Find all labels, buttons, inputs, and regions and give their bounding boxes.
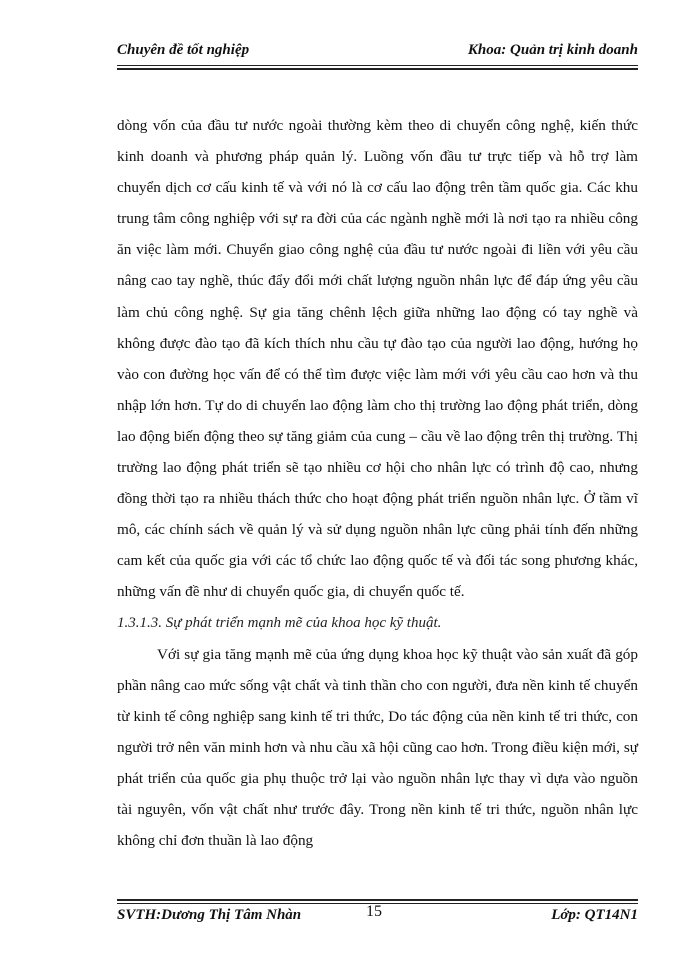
- footer-student-name: SVTH:Dương Thị Tâm Nhàn: [117, 907, 302, 923]
- page-footer: [117, 905, 638, 929]
- page-header: [117, 40, 638, 64]
- section-subheading: 1.3.1.3. Sự phát triển mạnh mẽ của khoa học kỹ thuật.: [117, 614, 442, 631]
- body-paragraph-1: dòng vốn của đầu tư nước ngoài thường kèm theo di chuyển công nghệ, kiến thức kinh doanh và phương pháp quản lý. Luồng vốn đầu tư trực tiếp và hỗ trợ làm chuyển dịch cơ cấu kinh tế và với nó là cơ cấu lao động trên tầm quốc gia. Các khu trung tâm công nghiệp với sự ra đời của các ngành nghề mới là nơi tạo ra nhiều công ăn việc làm mới. Chuyển giao công nghệ của đầu tư nước ngoài đi liền với yêu cầu nâng cao tay nghề, thúc đẩy đổi mới chất lượng nguồn nhân lực để đáp ứng yêu cầu làm chủ công nghệ. Sự gia tăng chênh lệch giữa những lao động có tay nghề và không được đào tạo đã kích thích nhu cầu tự đào tạo của người lao động, hướng họ vào con đường học vấn để có thể tìm được việc làm mới với yêu cầu cao hơn và thu nhập lớn hơn. Tự do di chuyển lao động làm cho thị trường lao động phát triển, dòng lao động biến động theo sự tăng giảm của cung – cầu về lao động trên thị trường. Thị trường lao động phát triển sẽ tạo nhiều cơ hội cho nhân lực có trình độ cao, nhưng đồng thời tạo ra nhiều thách thức cho hoạt động phát triển nguồn nhân lực. Ở tầm vĩ mô, các chính sách về quản lý và sử dụng nguồn nhân lực cũng phải tính đến những cam kết của quốc gia với các tổ chức lao động quốc tế và đối tác song phương khác, những vấn đề như di chuyển quốc gia, di chuyển quốc tế.: [117, 117, 638, 601]
- header-document-type: Chuyên đề tốt nghiệp: [117, 42, 250, 58]
- page-body: [117, 110, 638, 856]
- header-faculty: Khoa: Quản trị kinh doanh: [467, 42, 638, 58]
- header-rule-thin: [117, 65, 638, 66]
- footer-class: Lớp: QT14N1: [551, 907, 638, 923]
- footer-rule-thick: [117, 899, 638, 901]
- header-rule-thick: [117, 68, 638, 70]
- body-paragraph-2: Với sự gia tăng mạnh mẽ của ứng dụng khoa học kỹ thuật vào sản xuất đã góp phần nâng cao mức sống vật chất và tinh thần cho con người, đưa nền kinh tế chuyển từ kinh tế công nghiệp sang kinh tế tri thức, Do tác động của nền kinh tế tri thức, con người trở nên văn minh hơn và nhu cầu xã hội cũng cao hơn. Trong điều kiện mới, sự phát triển của quốc gia phụ thuộc trở lại vào nguồn nhân lực thay vì dựa vào nguồn tài nguyên, vốn vật chất như trước đây. Trong nền kinh tế tri thức, nguồn nhân lực không chỉ đơn thuần là lao động: [117, 645, 638, 850]
- page-number: 15: [366, 903, 382, 920]
